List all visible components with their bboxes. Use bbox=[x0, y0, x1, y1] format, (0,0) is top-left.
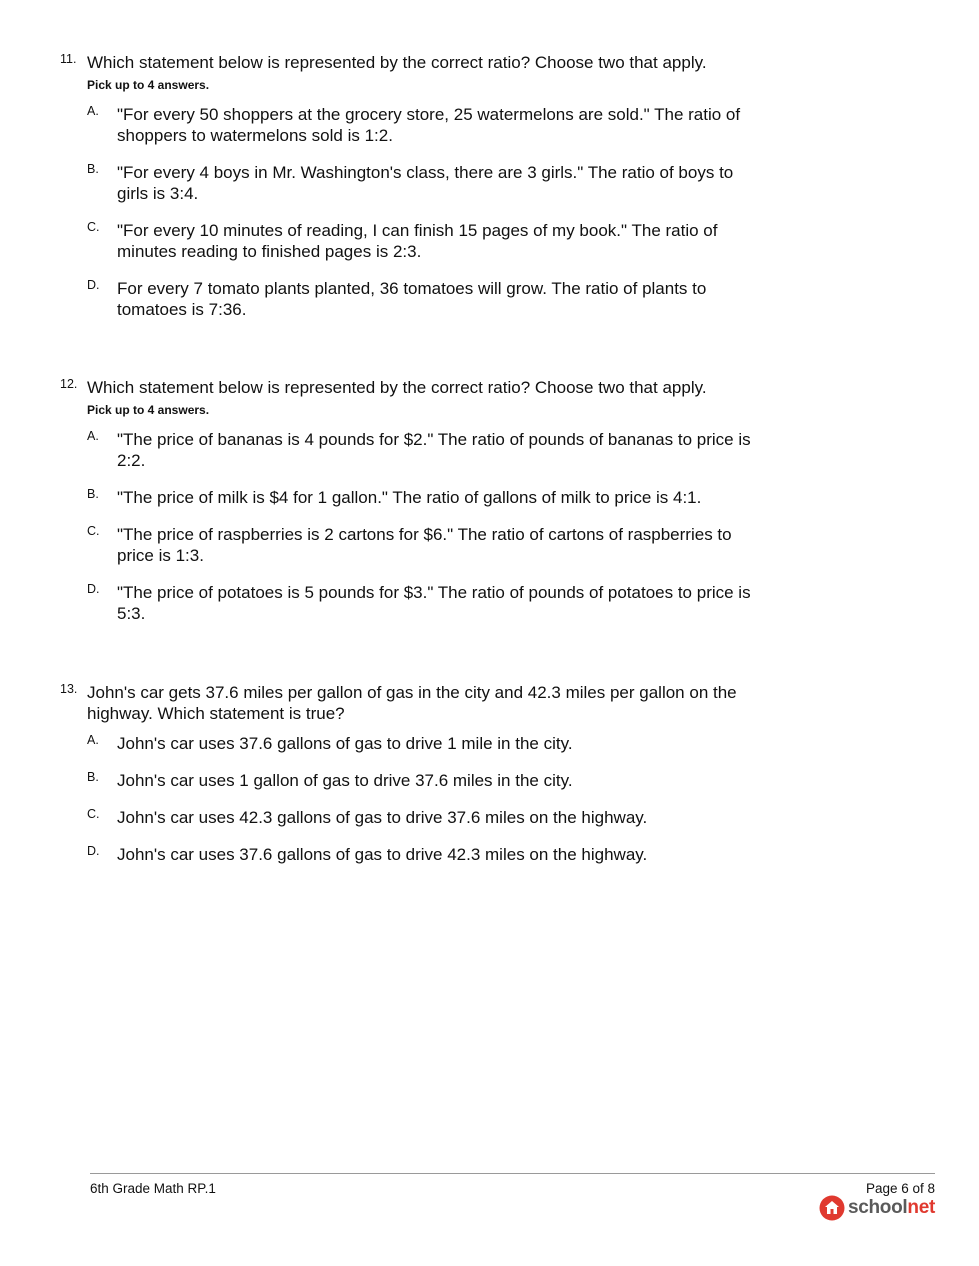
answer-choice-b[interactable] bbox=[87, 162, 767, 204]
answer-choice-b[interactable] bbox=[87, 487, 767, 508]
answer-choice-c[interactable] bbox=[87, 524, 767, 566]
choice-letter: D. bbox=[87, 582, 100, 596]
choice-letter: B. bbox=[87, 770, 99, 784]
question-12 bbox=[60, 377, 780, 640]
choice-text: "The price of raspberries is 2 cartons for $6." The ratio of cartons of raspberries to price is 1:3. bbox=[117, 525, 732, 565]
choice-text: John's car uses 37.6 gallons of gas to drive 42.3 miles on the highway. bbox=[117, 845, 648, 864]
choice-text: "For every 10 minutes of reading, I can finish 15 pages of my book." The ratio of minutes reading to finished pages is 2:3. bbox=[117, 221, 718, 261]
question-stem bbox=[60, 377, 780, 398]
question-number: 13. bbox=[60, 682, 78, 696]
answer-choice-a[interactable] bbox=[87, 733, 767, 754]
page-indicator: Page 6 of 8 bbox=[865, 1181, 935, 1196]
choice-text: "For every 4 boys in Mr. Washington's class, there are 3 girls." The ratio of boys to girls is 3:4. bbox=[117, 163, 734, 203]
answer-choice-d[interactable] bbox=[87, 278, 767, 320]
choice-letter: C. bbox=[87, 524, 100, 538]
choice-letter: C. bbox=[87, 807, 100, 821]
question-text: John's car gets 37.6 miles per gallon of gas in the city and 42.3 miles per gallon on the highway. Which statement is true? bbox=[87, 683, 737, 723]
answer-note: Pick up to 4 answers. bbox=[87, 78, 210, 92]
footer-divider bbox=[90, 1173, 935, 1174]
answer-choices bbox=[60, 733, 780, 865]
answer-choices bbox=[60, 104, 780, 320]
answer-choice-d[interactable] bbox=[87, 582, 767, 624]
schoolnet-logo bbox=[819, 1195, 935, 1221]
answer-choice-a[interactable] bbox=[87, 104, 767, 146]
choice-letter: A. bbox=[87, 104, 99, 118]
choice-letter: C. bbox=[87, 220, 100, 234]
answer-choice-b[interactable] bbox=[87, 770, 767, 791]
choice-text: "For every 50 shoppers at the grocery store, 25 watermelons are sold." The ratio of shoppers to watermelons sold is 1:2. bbox=[117, 105, 741, 145]
logo-wordmark bbox=[848, 1197, 935, 1219]
choice-letter: A. bbox=[87, 429, 99, 443]
answer-choice-a[interactable] bbox=[87, 429, 767, 471]
logo-net-text: net bbox=[907, 1197, 935, 1218]
choice-letter: A. bbox=[87, 733, 99, 747]
answer-choice-c[interactable] bbox=[87, 807, 767, 828]
footer-title: 6th Grade Math RP.1 bbox=[90, 1181, 216, 1196]
logo-school-text: school bbox=[847, 1197, 908, 1218]
question-text: Which statement below is represented by the correct ratio? Choose two that apply. bbox=[87, 53, 707, 72]
choice-letter: D. bbox=[87, 278, 100, 292]
choice-text: For every 7 tomato plants planted, 36 tomatoes will grow. The ratio of plants to tomatoes is 7:36. bbox=[117, 279, 707, 319]
question-stem bbox=[60, 682, 780, 724]
choice-text: "The price of milk is $4 for 1 gallon." The ratio of gallons of milk to price is 4:1. bbox=[117, 488, 702, 507]
choice-letter: B. bbox=[87, 487, 99, 501]
choice-text: John's car uses 37.6 gallons of gas to drive 1 mile in the city. bbox=[117, 734, 573, 753]
house-icon bbox=[819, 1195, 845, 1221]
answer-choice-d[interactable] bbox=[87, 844, 767, 865]
question-13 bbox=[60, 682, 780, 881]
question-number: 12. bbox=[60, 377, 78, 391]
choice-text: "The price of bananas is 4 pounds for $2." The ratio of pounds of bananas to price is 2:2. bbox=[117, 430, 751, 470]
question-number: 11. bbox=[60, 52, 77, 66]
question-text: Which statement below is represented by the correct ratio? Choose two that apply. bbox=[87, 378, 707, 397]
question-stem bbox=[60, 52, 780, 73]
choice-text: John's car uses 1 gallon of gas to drive 37.6 miles in the city. bbox=[117, 771, 573, 790]
choice-text: "The price of potatoes is 5 pounds for $3." The ratio of pounds of potatoes to price is 5:3. bbox=[117, 583, 751, 623]
answer-choice-c[interactable] bbox=[87, 220, 767, 262]
answer-note: Pick up to 4 answers. bbox=[87, 403, 210, 417]
choice-letter: B. bbox=[87, 162, 99, 176]
answer-choices bbox=[60, 429, 780, 624]
question-11 bbox=[60, 52, 780, 336]
choice-letter: D. bbox=[87, 844, 100, 858]
choice-text: John's car uses 42.3 gallons of gas to drive 37.6 miles on the highway. bbox=[117, 808, 648, 827]
